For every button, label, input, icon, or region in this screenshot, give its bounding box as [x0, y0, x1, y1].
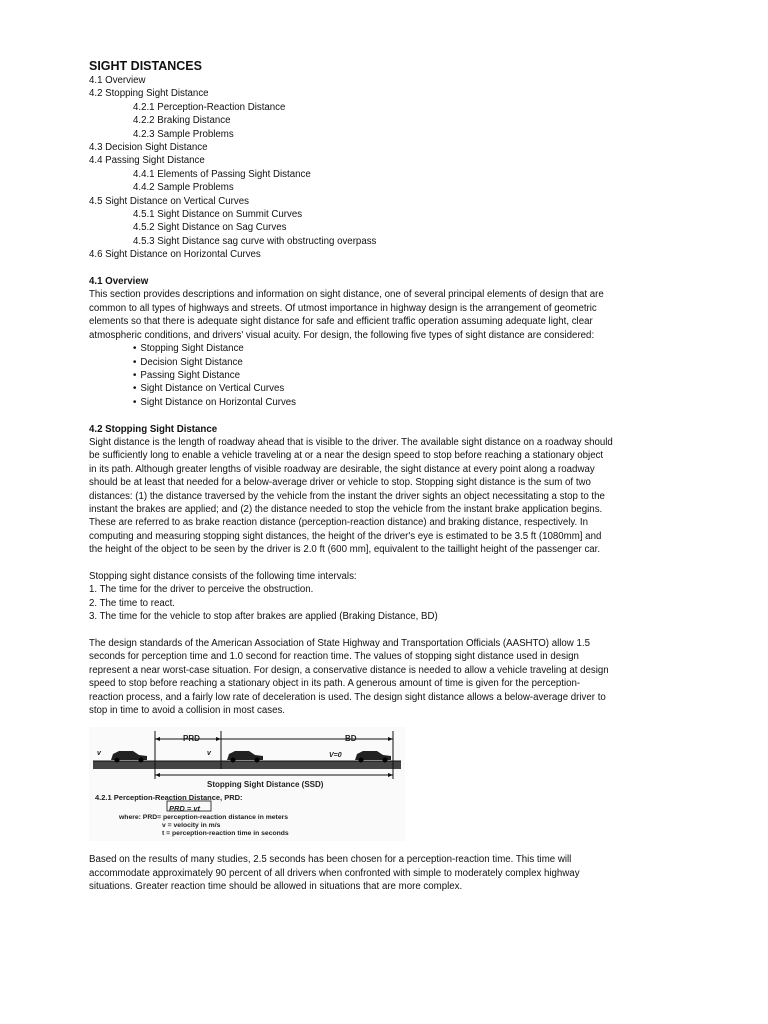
prd-arrowhead-right	[216, 737, 221, 741]
paragraph-line: common to all types of highways and streets. Of utmost importance in highway design is the arrangement of geometric	[89, 302, 597, 314]
label-prd: PRD	[183, 734, 200, 744]
paragraph-line: instant the brakes are applied; and (2) the distance needed to stop the vehicle from the instant brake application begins.	[89, 503, 603, 515]
label-velocity-brake: v	[207, 750, 211, 758]
paragraph-line: This section provides descriptions and information on sight distance, one of several principal elements of design that are	[89, 289, 604, 301]
toc-item: 4.5 Sight Distance on Vertical Curves	[89, 195, 249, 207]
intervals-intro: Stopping sight distance consists of the following time intervals:	[89, 570, 357, 582]
interval-item: 3. The time for the vehicle to stop after brakes are applied (Braking Distance, BD)	[89, 611, 438, 623]
variable-definitions	[119, 814, 289, 838]
prd-equation: PRD = vt	[169, 804, 201, 814]
toc-subitem: 4.4.2 Sample Problems	[133, 182, 234, 194]
interval-item: 1. The time for the driver to perceive the obstruction.	[89, 584, 314, 596]
toc-item: 4.1 Overview	[89, 75, 146, 86]
bullet-item: • Sight Distance on Horizontal Curves	[133, 396, 717, 409]
road-surface	[93, 761, 401, 769]
ssd-arrowhead-left	[155, 773, 160, 777]
paragraph-line: should be at least that needed for a below-average driver or vehicle to stop. Stopping sight distance is the sum of two	[89, 477, 591, 489]
sight-distance-types-list	[89, 342, 717, 409]
label-velocity-start: v	[97, 750, 101, 758]
bullet-item: • Sight Distance on Vertical Curves	[133, 382, 717, 395]
paragraph-line: These are referred to as brake reaction distance (perception-reaction distance) and braking distance, respectively. In	[89, 517, 588, 529]
paragraph-line: seconds for perception time and 1.0 second for reaction time. The values of stopping sight distance used in design	[89, 651, 579, 663]
toc-subitem: 4.2.1 Perception-Reaction Distance	[133, 101, 286, 113]
interval-item: 2. The time to react.	[89, 597, 175, 609]
paragraph-line: the height of the object to be seen by the driver is 2.0 ft (600 mm], equivalent to the taillight height of the passenger car.	[89, 544, 601, 556]
toc-subitem: 4.5.1 Sight Distance on Summit Curves	[133, 209, 303, 221]
time-intervals-list	[89, 583, 717, 623]
toc-subitem: 4.5.3 Sight Distance sag curve with obstructing overpass	[133, 235, 377, 247]
document-page	[89, 58, 717, 894]
definition-line: where: PRD= perception-reaction distance in meters	[119, 814, 289, 822]
paragraph-line: reaction process, and a fairly low rate of deceleration is used. The design sight distance allows a below-average driver to	[89, 691, 606, 703]
toc-item: 4.3 Decision Sight Distance	[89, 142, 208, 154]
paragraph-line: elements so that there is adequate sight distance for safe and efficient traffic operation assuming adequate light, clear	[89, 316, 593, 328]
figure-heading: 4.2.1 Perception-Reaction Distance, PRD:	[95, 793, 243, 803]
paragraph-line: in its path. Although greater lengths of visible roadway are desirable, the sight distance at every point along a roadway	[89, 463, 595, 475]
toc-subitem: 4.2.2 Braking Distance	[133, 115, 231, 127]
toc-item: 4.6 Sight Distance on Horizontal Curves	[89, 249, 261, 261]
paragraph-line: stop in time to avoid a collision in most cases.	[89, 705, 285, 717]
label-bd: BD	[345, 734, 357, 744]
paragraph-line: accommodate approximately 90 percent of all drivers when confronted with simple to moderately complex highway	[89, 867, 580, 879]
ssd-arrowhead-right	[388, 773, 393, 777]
paragraph-line: distances: (1) the distance traversed by the vehicle from the instant the driver sights an object necessitating a stop to the	[89, 490, 605, 502]
table-of-contents	[89, 74, 717, 262]
paragraph-line: Based on the results of many studies, 2.5 seconds has been chosen for a perception-reaction time. This time will	[89, 854, 572, 866]
document-title: SIGHT DISTANCES	[89, 59, 202, 73]
paragraph-line: represent a near worst-case situation. For design, a conservative distance is needed to allow a vehicle traveling at design	[89, 664, 609, 676]
stopping-sight-distance-figure	[89, 727, 405, 841]
bullet-item: • Decision Sight Distance	[133, 356, 717, 369]
paragraph-line: atmospheric conditions, and drivers' visual acuity. For design, the following five types of sight distance are considered:	[89, 329, 595, 341]
label-velocity-zero: V=0	[329, 752, 342, 760]
bullet-item: • Stopping Sight Distance	[133, 342, 717, 355]
bd-arrowhead-right	[388, 737, 393, 741]
paragraph-line: The design standards of the American Association of State Highway and Transportation Officials (AASHTO) allow 1.5	[89, 638, 590, 649]
paragraph-line: computing and measuring stopping sight distances, the height of the driver's eye is estimated to be 3.5 ft (1080mm] and	[89, 530, 602, 542]
bullet-item: • Passing Sight Distance	[133, 369, 717, 382]
prd-arrowhead-left	[155, 737, 160, 741]
section-heading-overview: 4.1 Overview	[89, 276, 149, 288]
section-heading-stopping: 4.2 Stopping Sight Distance	[89, 423, 218, 435]
definition-line: t = perception-reaction time in seconds	[162, 830, 289, 838]
label-ssd: Stopping Sight Distance (SSD)	[207, 780, 324, 790]
toc-subitem: 4.4.1 Elements of Passing Sight Distance	[133, 168, 311, 180]
toc-subitem: 4.2.3 Sample Problems	[133, 128, 234, 140]
definition-line: v = velocity in m/s	[162, 822, 221, 830]
toc-subitem: 4.5.2 Sight Distance on Sag Curves	[133, 222, 287, 234]
paragraph-line: situations. Greater reaction time should be allowed in situations that are more complex.	[89, 881, 463, 893]
paragraph-line: Sight distance is the length of roadway ahead that is visible to the driver. The available sight distance on a roadway should	[89, 436, 613, 448]
paragraph-line: speed to stop before reaching a stationary object in its path. A generous amount of time is given for the perception-	[89, 678, 581, 690]
paragraph-line: be sufficiently long to enable a vehicle traveling at or a near the design speed to stop before reaching a stationary object	[89, 450, 604, 462]
toc-item: 4.4 Passing Sight Distance	[89, 155, 205, 167]
toc-item: 4.2 Stopping Sight Distance	[89, 88, 209, 100]
